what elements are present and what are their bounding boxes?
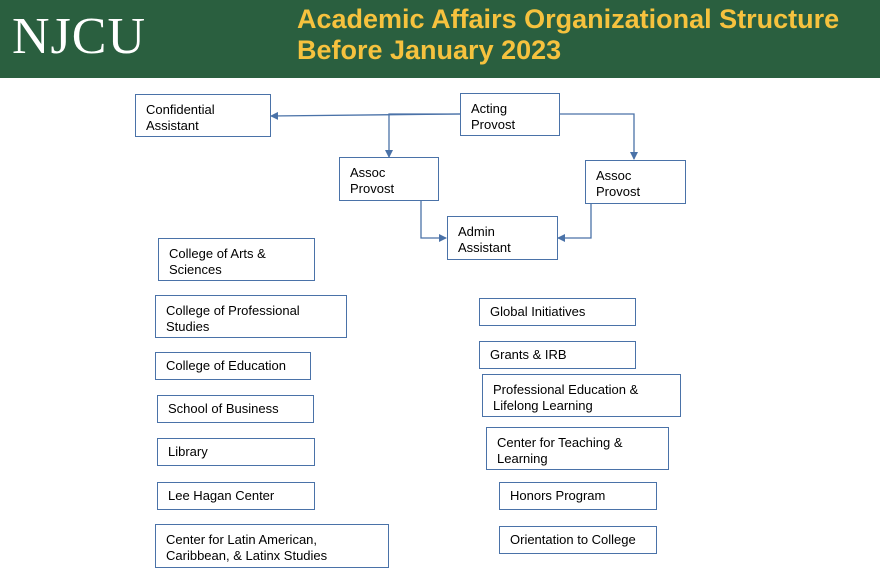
box-label: Center for Latin American, Caribbean, & Latinx Studies — [166, 532, 328, 563]
connector-assoc-right-to-admin-assistant — [558, 203, 591, 238]
box-label: College of Arts & Sciences — [169, 246, 266, 277]
box-assoc-provost-left — [339, 157, 439, 201]
box-assoc-provost-right — [585, 160, 686, 204]
njcu-logo: NJCU — [12, 8, 147, 65]
box-confidential-assistant-label: Confidential Assistant — [146, 102, 215, 133]
connector-assoc-left-to-admin-assistant — [421, 200, 446, 238]
box-confidential-assistant — [135, 94, 271, 137]
box-orientation-to-college — [499, 526, 657, 554]
box-label: College of Professional Studies — [166, 303, 300, 334]
box-center-teaching-learning — [486, 427, 669, 470]
box-college-arts-sciences — [158, 238, 315, 281]
box-center-latin-american-studies — [155, 524, 389, 568]
connector-provost-to-assoc-provost-right — [559, 114, 634, 159]
box-acting-provost-label: Acting Provost — [471, 101, 516, 132]
box-label: School of Business — [168, 401, 279, 416]
box-label: College of Education — [166, 358, 286, 373]
box-assoc-provost-right-label: Assoc Provost — [596, 168, 641, 199]
box-college-professional-studies — [155, 295, 347, 338]
box-label: Center for Teaching & Learning — [497, 435, 623, 466]
box-admin-assistant — [447, 216, 558, 260]
box-professional-education — [482, 374, 681, 417]
box-honors-program — [499, 482, 657, 510]
box-assoc-provost-left-label: Assoc Provost — [350, 165, 395, 196]
title-line-2: Before January 2023 — [297, 35, 562, 65]
title-line-1: Academic Affairs Organizational Structure — [297, 4, 840, 34]
box-library — [157, 438, 315, 466]
box-acting-provost — [460, 93, 560, 136]
box-label: Grants & IRB — [490, 347, 567, 362]
box-grants-irb — [479, 341, 636, 369]
box-label: Orientation to College — [510, 532, 636, 547]
connector-provost-to-assoc-provost-left — [389, 114, 460, 157]
box-admin-assistant-label: Admin Assistant — [458, 224, 511, 255]
box-label: Global Initiatives — [490, 304, 586, 319]
box-lee-hagan-center — [157, 482, 315, 510]
box-label: Professional Education & Lifelong Learning — [493, 382, 639, 413]
box-college-education — [155, 352, 311, 380]
box-label: Lee Hagan Center — [168, 488, 275, 503]
box-global-initiatives — [479, 298, 636, 326]
box-label: Library — [168, 444, 208, 459]
box-school-business — [157, 395, 314, 423]
box-label: Honors Program — [510, 488, 606, 503]
